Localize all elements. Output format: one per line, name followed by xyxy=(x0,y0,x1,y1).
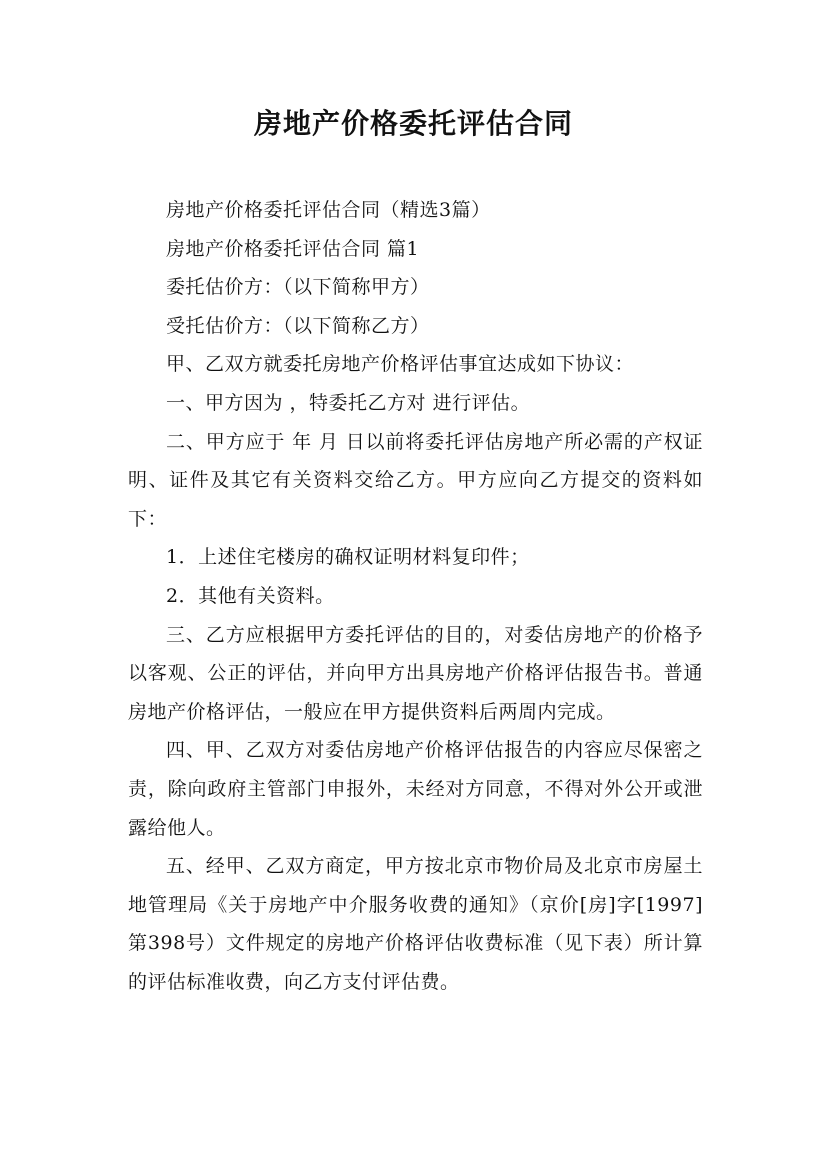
paragraph-clause-1: 一、甲方因为 ，特委托乙方对 进行评估。 xyxy=(166,391,531,414)
paragraph-clause-5: 五、经甲、乙双方商定，甲方按北京市物价局及北京市房屋土地管理局《关于房地产中介服务收费的通知》（京价[房]字[1997]第398号）文件规定的房地产价格评估收费标准（见下表）所计算的评估标准收费，向乙方支付评估费。 xyxy=(128,855,703,993)
paragraph-list-item-2: 2．其他有关资料。 xyxy=(166,584,335,607)
paragraph-section-heading: 房地产价格委托评估合同 篇1 xyxy=(166,237,420,260)
paragraph-clause-3: 三、乙方应根据甲方委托评估的目的，对委估房地产的价格予以客观、公正的评估，并向甲方出具房地产价格评估报告书。普通房地产价格评估，一般应在甲方提供资料后两周内完成。 xyxy=(128,623,703,723)
paragraph-clause-4: 四、甲、乙双方对委估房地产价格评估报告的内容应尽保密之责，除向政府主管部门申报外，未经对方同意，不得对外公开或泄露给他人。 xyxy=(128,739,703,839)
paragraph-agreement-intro: 甲、乙双方就委托房地产价格评估事宜达成如下协议： xyxy=(166,353,635,376)
document-title: 房地产价格委托评估合同 xyxy=(253,107,573,140)
paragraph-list-item-1: 1．上述住宅楼房的确权证明材料复印件； xyxy=(166,546,530,569)
paragraph-client-party: 委托估价方：（以下简称甲方） xyxy=(166,276,430,299)
paragraph-clause-2: 二、甲方应于 年 月 日以前将委托评估房地产所必需的产权证明、证件及其它有关资料交给乙方。甲方应向乙方提交的资料如下： xyxy=(128,430,703,530)
document-body xyxy=(128,191,703,1001)
paragraph-subtitle: 房地产价格委托评估合同（精选3篇） xyxy=(166,199,491,221)
paragraph-appraiser-party: 受托估价方：（以下简称乙方） xyxy=(166,314,430,337)
